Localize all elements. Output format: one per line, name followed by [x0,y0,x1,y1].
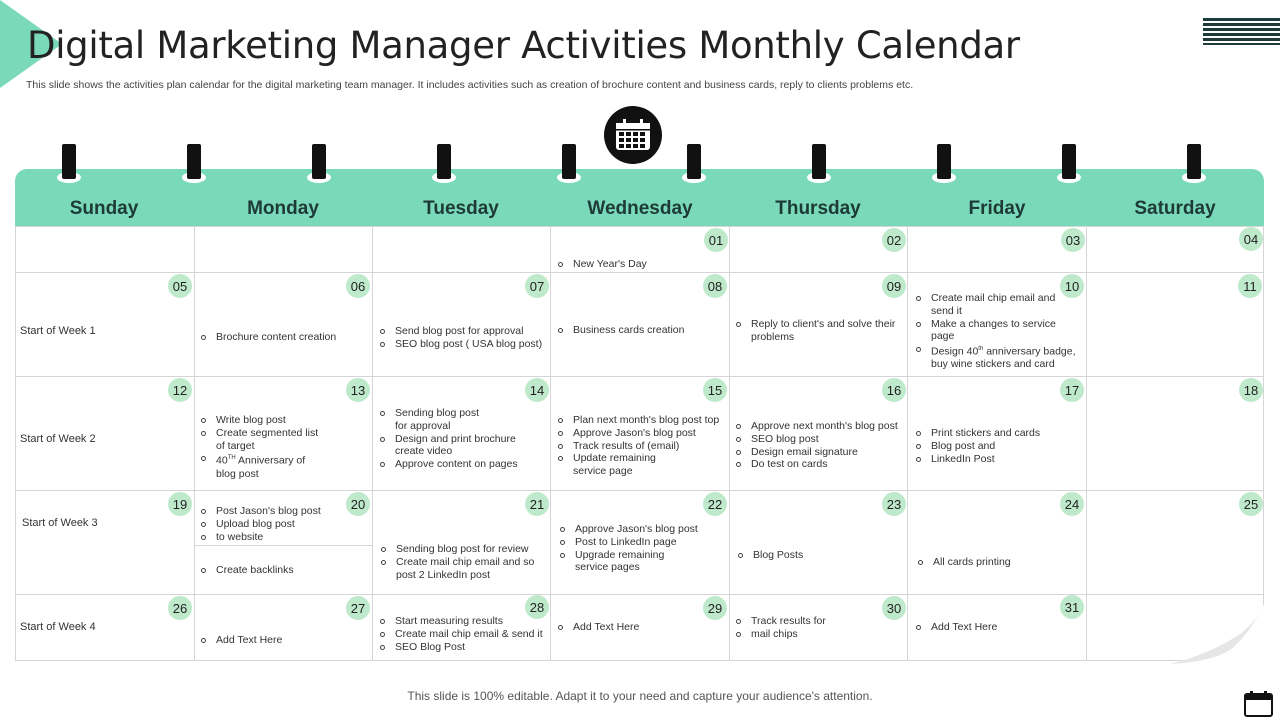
date-badge: 21 [525,492,549,516]
day-header-wednesday: Wednesday [587,198,693,219]
list-item-text: Anniversary of [235,454,306,467]
list-item: Create segmented list [198,427,318,440]
week-label: Start of Week 2 [20,433,96,445]
list-item-continuation: of target [216,439,255,452]
date-badge: 01 [704,228,728,252]
date-badge: 06 [346,274,370,298]
date-badge: 25 [1239,492,1263,516]
date-badge: 26 [168,596,192,620]
list-item: SEO Blog Post [377,641,543,654]
list-item: Sending blog post for review [378,543,534,556]
list-item: Start measuring results [377,615,543,628]
list-item: Track results of (email) [555,440,719,453]
list-item: Create backlinks [198,564,294,577]
list-item: Blog Posts [735,549,803,562]
date-badge: 13 [346,378,370,402]
binder-ring [187,144,201,184]
day-header-tuesday: Tuesday [423,198,499,219]
week-label: Start of Week 1 [20,325,96,337]
list-item: Do test on cards [733,458,898,471]
list-item: Approve Jason's blog post [557,523,698,536]
binder-ring [62,144,76,184]
list-item: Plan next month's blog post top [555,414,719,427]
list-item [913,343,1076,358]
list-item-continuation: blog post [216,467,259,480]
superscript: TH [227,455,236,462]
list-item: Brochure content creation [198,331,336,344]
activity-list [198,414,318,480]
list-item: Upgrade remaining [557,549,698,562]
list-item: Add Text Here [198,634,282,647]
list-item-text: 40 [216,454,228,467]
date-badge: 22 [703,492,727,516]
list-item: Blog post and [913,440,1040,453]
binder-ring [437,144,451,184]
list-item: New Year's Day [555,258,647,271]
list-item: Sending blog post [377,407,518,420]
grid-divider [907,226,908,661]
grid-divider [15,490,1264,491]
activity-list [915,556,1011,569]
list-item-continuation: buy wine stickers and card [931,358,1055,371]
binder-ring [812,144,826,184]
list-item-continuation: page [931,330,955,343]
activity-list [378,543,534,581]
binder-ring [1062,144,1076,184]
activity-list [377,407,518,471]
day-header-monday: Monday [247,198,319,219]
date-badge: 10 [1060,274,1084,298]
list-item: Upload blog post [198,518,321,531]
activity-list [555,621,639,634]
list-item: SEO blog post [733,433,898,446]
week-label: Start of Week 3 [22,517,98,529]
list-item-continuation: problems [751,330,795,343]
list-item: All cards printing [915,556,1011,569]
date-badge: 08 [703,274,727,298]
grid-divider [550,226,551,661]
list-item: LinkedIn Post [913,453,1040,466]
list-item: Approve Jason's blog post [555,427,719,440]
list-item: Add Text Here [913,621,997,634]
list-item-continuation: service page [573,465,633,478]
date-badge: 27 [346,596,370,620]
date-badge: 11 [1238,274,1262,298]
page-subtitle: This slide shows the activities plan calendar for the digital marketing team manager. It includes activities such as creation of brochure content and business cards, reply to clients problems etc. [26,79,914,91]
activity-list [733,318,895,344]
day-header-saturday: Saturday [1134,198,1216,219]
date-badge: 04 [1239,227,1263,251]
date-badge: 03 [1061,228,1085,252]
grid-divider [194,545,372,546]
grid-divider [1086,226,1087,661]
list-item: Track results for [733,615,826,628]
list-item: Post to LinkedIn page [557,536,698,549]
date-badge: 07 [525,274,549,298]
date-badge: 31 [1060,595,1084,619]
grid-divider [194,226,195,661]
list-item: Create mail chip email and [913,292,1076,305]
date-badge: 30 [882,596,906,620]
list-item-continuation: for approval [395,419,451,432]
list-item: Add Text Here [555,621,639,634]
list-item: Create mail chip email & send it [377,628,543,641]
list-item-continuation: service pages [575,561,640,574]
grid-divider [15,376,1264,377]
binder-ring [312,144,326,184]
list-item: Design and print brochure [377,433,518,446]
date-badge: 02 [882,228,906,252]
list-item: Create mail chip email and so [378,556,534,569]
page-curl-decoration [1170,604,1264,664]
binder-ring [687,144,701,184]
list-item: Approve next month's blog post [733,420,898,433]
footer-note: This slide is 100% editable. Adapt it to your need and capture your audience's attention. [407,689,873,703]
binder-ring [1187,144,1201,184]
decorative-stripes [1203,18,1280,45]
activity-list [555,414,719,478]
activity-list [735,549,803,562]
list-item: mail chips [733,628,826,641]
activity-list [913,427,1040,465]
date-badge: 18 [1239,378,1263,402]
date-badge: 20 [346,492,370,516]
date-badge: 24 [1060,492,1084,516]
activity-list [733,615,826,641]
date-badge: 19 [168,492,192,516]
activity-list [913,292,1076,371]
grid-divider [15,272,1264,273]
grid-divider [15,594,1264,595]
list-item-continuation: post 2 LinkedIn post [396,568,490,581]
date-badge: 09 [882,274,906,298]
calendar-icon [1244,691,1273,720]
list-item: Business cards creation [555,324,684,337]
date-badge: 14 [525,378,549,402]
activity-list [198,634,282,647]
activity-list [198,564,294,577]
calendar-icon [604,106,662,164]
date-badge: 28 [525,595,549,619]
list-item-text: anniversary badge, [983,345,1076,358]
list-item: Reply to client's and solve their [733,318,895,331]
binder-ring [937,144,951,184]
list-item: Post Jason's blog post [198,505,321,518]
activity-list [555,258,647,271]
date-badge: 15 [703,378,727,402]
list-item: Update remaining [555,452,719,465]
superscript: th [978,346,984,353]
date-badge: 05 [168,274,192,298]
page-title: Digital Marketing Manager Activities Monthly Calendar [27,24,1020,67]
binder-ring [562,144,576,184]
list-item: Approve content on pages [377,458,518,471]
activity-list [377,615,543,653]
list-item: to website [198,531,321,544]
list-item-continuation: create video [395,445,453,458]
list-item-continuation: send it [931,304,962,317]
grid-divider [372,226,373,661]
list-item: Write blog post [198,414,318,427]
date-badge: 29 [703,596,727,620]
date-badge: 23 [882,492,906,516]
activity-list [557,523,698,574]
date-badge: 12 [168,378,192,402]
date-badge: 17 [1060,378,1084,402]
day-header-thursday: Thursday [775,198,861,219]
list-item [198,452,318,467]
list-item: SEO blog post ( USA blog post) [377,338,542,351]
day-header-friday: Friday [968,198,1026,219]
date-badge: 16 [882,378,906,402]
list-item: Send blog post for approval [377,325,542,338]
list-item: Design email signature [733,446,898,459]
activity-list [377,325,542,351]
list-item: Make a changes to service [913,318,1076,331]
grid-divider [729,226,730,661]
list-item-text: Design 40 [931,345,979,358]
day-header-sunday: Sunday [69,198,139,219]
activity-list [198,331,336,344]
activity-list [555,324,684,337]
week-label: Start of Week 4 [20,621,96,633]
list-item: Print stickers and cards [913,427,1040,440]
activity-list [913,621,997,634]
activity-list [198,505,321,543]
activity-list [733,420,898,471]
